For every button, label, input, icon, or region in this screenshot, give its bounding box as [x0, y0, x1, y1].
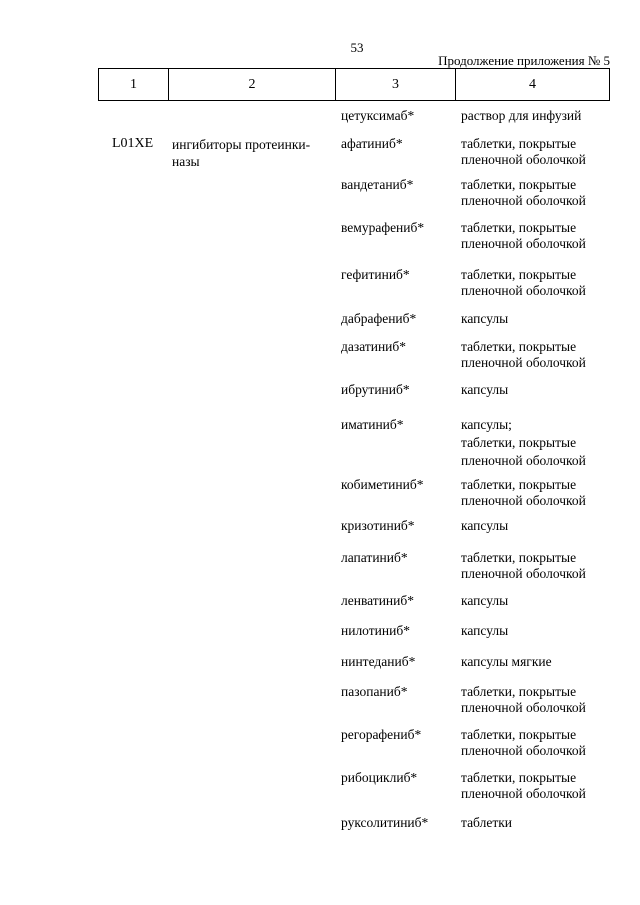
dosage-form-line: таблетки, покрытые [461, 136, 577, 151]
dosage-form-line: пленочной оболочкой [461, 283, 586, 298]
drug-name: вандетаниб* [341, 177, 414, 192]
drug-name: цетуксимаб* [341, 108, 415, 123]
dosage-form-line: таблетки, покрытые [461, 727, 577, 742]
drug-name: кобиметиниб* [341, 477, 424, 492]
dosage-form-line: капсулы [461, 311, 509, 326]
dosage-form-line: таблетки, покрытые [461, 550, 577, 565]
drug-name: рибоциклиб* [341, 770, 418, 785]
dosage-form [461, 417, 586, 469]
dosage-form [461, 177, 586, 209]
table-header [98, 68, 610, 101]
drug-name: руксолитиниб* [341, 815, 429, 830]
drug-name: ленватиниб* [341, 593, 414, 608]
dosage-form-line: капсулы; [461, 417, 512, 432]
drug-name: дабрафениб* [341, 311, 417, 326]
dosage-form [461, 623, 508, 639]
dosage-form-line: пленочной оболочкой [461, 566, 586, 581]
drug-name: кризотиниб* [341, 518, 415, 533]
dosage-form [461, 518, 508, 534]
drug-name: гефитиниб* [341, 267, 410, 282]
header-col-3: 3 [336, 69, 456, 100]
dosage-form [461, 136, 586, 168]
drug-name: ибрутиниб* [341, 382, 410, 397]
dosage-form-line: капсулы [461, 518, 509, 533]
dosage-form [461, 593, 508, 609]
dosage-form-line: пленочной оболочкой [461, 743, 586, 758]
dosage-form [461, 220, 586, 252]
header-col-2: 2 [169, 69, 336, 100]
appendix-note: Продолжение приложения № 5 [438, 53, 610, 68]
dosage-form [461, 477, 586, 509]
header-col-1: 1 [99, 69, 169, 100]
drug-name: нинтеданиб* [341, 654, 416, 669]
dosage-form-line: капсулы мягкие [461, 654, 552, 669]
dosage-form [461, 815, 512, 831]
dosage-form [461, 550, 586, 582]
dosage-form [461, 684, 586, 716]
dosage-form-line: таблетки, покрытые [461, 267, 577, 282]
dosage-form [461, 339, 586, 371]
atc-code: L01XE [112, 136, 154, 151]
dosage-form-line: пленочной оболочкой [461, 700, 586, 715]
group-name [172, 136, 332, 170]
dosage-form-line: пленочной оболочкой [461, 786, 586, 801]
dosage-form-line: таблетки, покрытые [461, 770, 577, 785]
dosage-form-line: таблетки, покрытые [461, 339, 577, 354]
dosage-form [461, 654, 552, 670]
dosage-form-line: таблетки, покрытые [461, 684, 577, 699]
dosage-form-line: капсулы [461, 382, 509, 397]
page-number: 53 [350, 40, 364, 55]
dosage-form-line: раствор для инфузий [461, 108, 582, 123]
dosage-form-line: пленочной оболочкой [461, 355, 586, 370]
dosage-form [461, 770, 586, 802]
dosage-form-line: пленочной оболочкой [461, 493, 586, 508]
dosage-form-line: пленочной оболочкой [461, 152, 586, 167]
drug-name: лапатиниб* [341, 550, 408, 565]
drug-name: дазатиниб* [341, 339, 407, 354]
dosage-form-line: таблетки, покрытые [461, 477, 577, 492]
dosage-form-line: таблетки, покрытые [461, 220, 577, 235]
drug-name: нилотиниб* [341, 623, 410, 638]
drug-name: регорафениб* [341, 727, 422, 742]
dosage-form-line: пленочной оболочкой [461, 193, 586, 208]
group-name-text: ингибиторы протеинки- назы [172, 137, 311, 169]
dosage-form [461, 311, 508, 327]
dosage-form-line: пленочной оболочкой [461, 236, 586, 251]
dosage-form-line: капсулы [461, 593, 509, 608]
dosage-form-line: таблетки, покрытые [461, 435, 577, 450]
dosage-form [461, 382, 508, 398]
drug-name: афатиниб* [341, 136, 403, 151]
dosage-form-line: капсулы [461, 623, 509, 638]
drug-name: пазопаниб* [341, 684, 408, 699]
dosage-form-line: таблетки, покрытые [461, 177, 577, 192]
header-col-4: 4 [529, 76, 536, 92]
dosage-form-line: таблетки [461, 815, 513, 830]
drug-name: вемурафениб* [341, 220, 425, 235]
drug-name: иматиниб* [341, 417, 404, 432]
dosage-form [461, 727, 586, 759]
dosage-form [461, 267, 586, 299]
dosage-form [461, 108, 581, 124]
dosage-form-line: пленочной оболочкой [461, 453, 586, 468]
